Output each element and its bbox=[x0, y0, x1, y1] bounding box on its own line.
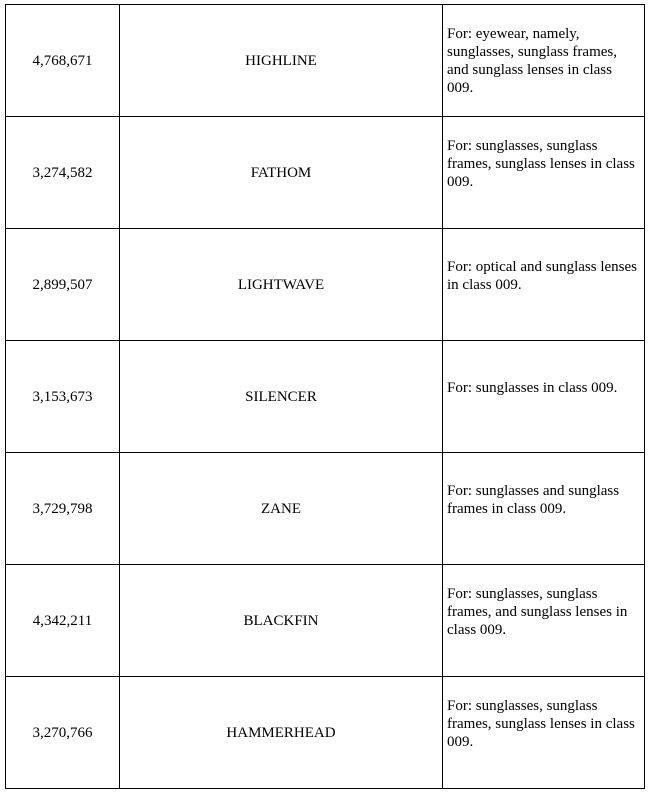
goods-description: For: eyewear, namely, sunglasses, sunglass frames, and sunglass lenses in class 009. bbox=[447, 26, 617, 96]
table-row bbox=[6, 565, 645, 677]
goods-cell bbox=[443, 453, 645, 565]
mark-cell bbox=[120, 677, 443, 789]
trademark-registrations-table bbox=[5, 4, 645, 789]
mark-cell bbox=[120, 453, 443, 565]
registration-number-cell bbox=[6, 229, 120, 341]
goods-description: For: sunglasses, sunglass frames, and sunglass lenses in class 009. bbox=[447, 586, 628, 638]
mark-cell bbox=[120, 341, 443, 453]
mark-cell bbox=[120, 5, 443, 117]
registration-number: 4,342,211 bbox=[32, 612, 93, 629]
registration-number: 2,899,507 bbox=[32, 276, 93, 293]
mark-cell bbox=[120, 117, 443, 229]
mark-name: HIGHLINE bbox=[245, 52, 317, 69]
goods-description: For: sunglasses, sunglass frames, sunglass lenses in class 009. bbox=[447, 138, 635, 190]
mark-name: HAMMERHEAD bbox=[226, 724, 336, 741]
registration-number: 3,274,582 bbox=[32, 164, 93, 181]
registration-number: 3,153,673 bbox=[32, 388, 93, 405]
goods-description: For: sunglasses, sunglass frames, sunglass lenses in class 009. bbox=[447, 698, 635, 750]
registration-number-cell bbox=[6, 677, 120, 789]
registration-number: 3,270,766 bbox=[32, 724, 93, 741]
table-row bbox=[6, 341, 645, 453]
goods-cell bbox=[443, 565, 645, 677]
goods-cell bbox=[443, 117, 645, 229]
mark-name: SILENCER bbox=[245, 388, 317, 405]
registration-number-cell bbox=[6, 5, 120, 117]
mark-name: BLACKFIN bbox=[243, 612, 319, 629]
mark-cell bbox=[120, 229, 443, 341]
table-row bbox=[6, 5, 645, 117]
goods-cell bbox=[443, 341, 645, 453]
table-row bbox=[6, 117, 645, 229]
goods-cell bbox=[443, 229, 645, 341]
goods-cell bbox=[443, 5, 645, 117]
goods-description: For: sunglasses and sunglass frames in class 009. bbox=[447, 483, 620, 517]
registration-number-cell bbox=[6, 117, 120, 229]
registration-number-cell bbox=[6, 341, 120, 453]
mark-cell bbox=[120, 565, 443, 677]
goods-description: For: sunglasses in class 009. bbox=[447, 380, 618, 396]
table-row bbox=[6, 229, 645, 341]
mark-name: ZANE bbox=[261, 500, 301, 517]
goods-cell bbox=[443, 677, 645, 789]
registration-number-cell bbox=[6, 453, 120, 565]
goods-description: For: optical and sunglass lenses in class 009. bbox=[447, 259, 637, 293]
table-row bbox=[6, 453, 645, 565]
mark-name: LIGHTWAVE bbox=[237, 276, 325, 293]
table-row bbox=[6, 677, 645, 789]
registration-number: 4,768,671 bbox=[32, 52, 93, 69]
registration-number: 3,729,798 bbox=[32, 500, 93, 517]
registration-number-cell bbox=[6, 565, 120, 677]
mark-name: FATHOM bbox=[250, 164, 312, 181]
